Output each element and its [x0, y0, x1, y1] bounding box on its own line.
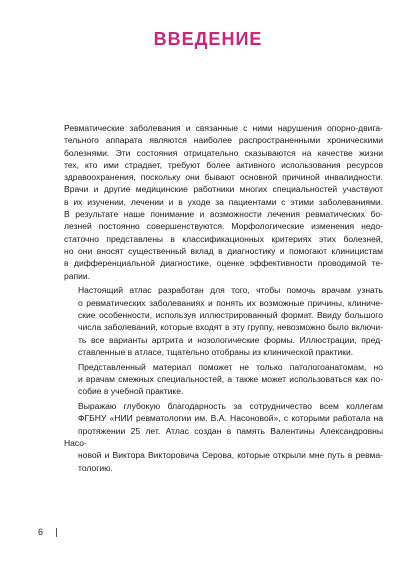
text-line: статочно представлены в классификационных критериях этих болезней, [64, 233, 383, 244]
text-line: Настоящий атлас разработан для того, чтобы помочь врачам узнать [78, 285, 383, 296]
paragraph [64, 400, 383, 474]
body-text [64, 122, 383, 476]
text-line: ФГБНУ «НИИ ревматологии им. В.А. Насоновой», с которыми работала на [78, 413, 383, 424]
text-line: рапии. [64, 270, 91, 281]
page-number-divider [56, 528, 57, 537]
text-line: новой и Виктора Викторовича Серова, которые открыли мне путь в ревма- [78, 450, 383, 461]
text-line: ские особенности, используя иллюстрированный формат. Ввиду большого [78, 309, 383, 320]
text-line: В результате наше понимание и возможности лечения ревматических бо- [64, 209, 383, 220]
page-footer [38, 527, 57, 537]
text-line: о ревматических заболеваниях и понять их возможные причины, клиниче- [78, 297, 383, 308]
text-line: тологию. [78, 462, 113, 473]
page-number: 6 [38, 527, 44, 537]
text-line: Ревматические заболевания и связанные с ними нарушения опорно-двига- [64, 123, 383, 133]
text-line: здравоохранения, поскольку они бывают основной причиной инвалидности. [64, 172, 383, 183]
text-line: и врачам смежных специальностей, а также может использоваться как по- [78, 373, 383, 384]
page-title: ВВЕДЕНИЕ [153, 29, 263, 49]
text-line: ставленные в атласе, тщательно отобраны из клинической практики. [78, 346, 354, 357]
text-line: Выражаю глубокую благодарность за сотрудничество всем коллегам [78, 401, 383, 412]
text-line: Представленный материал поможет не только патологоанатомам, но [78, 361, 383, 372]
paragraph [64, 122, 383, 282]
text-line: тех, кто ими страдает, требуют более активного использования ресурсов [64, 159, 383, 170]
text-line: в дифференциальной диагностике, оценке эффективности проводимой те- [64, 258, 383, 269]
text-line: болезнями. Эти состояния отрицательно сказываются на качестве жизни [64, 147, 383, 158]
text-line: в их изучении, лечении и в уходе за пациентами с этими заболеваниями. [64, 196, 383, 207]
text-line: ть все варианты артрита и нозологические формы. Иллюстрации, пред- [78, 334, 383, 345]
paragraph [64, 284, 383, 358]
text-line: лезней постоянно совершенствуются. Морфологические изменения недо- [64, 221, 383, 232]
paragraph [64, 361, 383, 398]
text-line: протяжении 25 лет. Атлас создан в память Валентины Александровны Насо- [64, 425, 383, 448]
text-line: числа заболеваний, которые входят в эту группу, невозможно было включи- [78, 322, 383, 333]
text-line: собие в учебной практике. [78, 386, 184, 397]
text-line: но они вносят существенный вклад в диагностику и помогают клиницистам [64, 245, 383, 256]
text-line: тельного аппарата являются наиболее распространенными хроническими [64, 135, 383, 146]
text-line: Врачи и другие медицинские работники многих специальностей участвуют [64, 184, 383, 195]
